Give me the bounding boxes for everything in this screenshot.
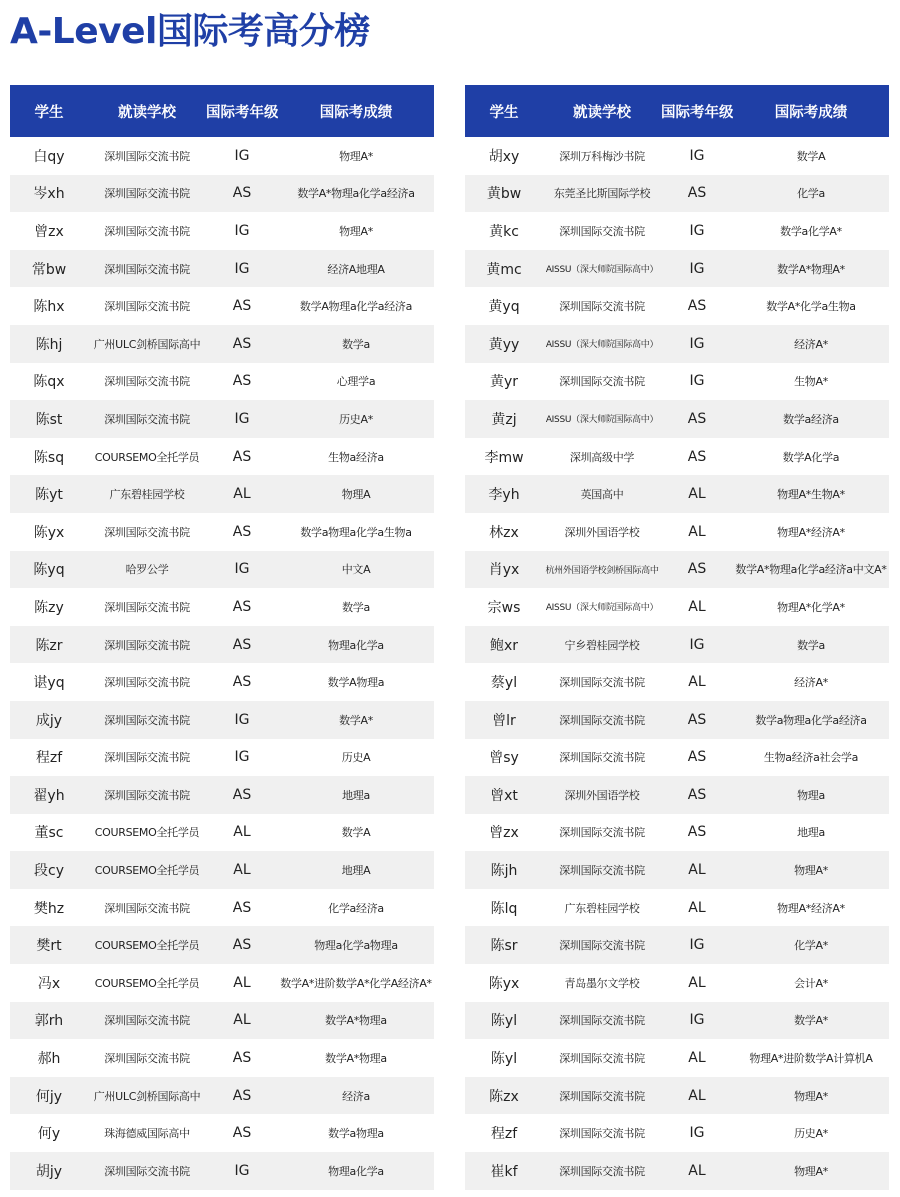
student-cell: 陈sr (490, 938, 518, 955)
grade-cell: AS (232, 937, 252, 954)
score-cell: 数学A* (339, 713, 373, 727)
school-cell: 深圳国际交流书院 (104, 901, 190, 915)
header-score: 国际考成绩 (319, 104, 393, 121)
table-row (10, 701, 434, 739)
page-title: A-Level国际考高分榜 (10, 11, 370, 52)
table-row (10, 663, 434, 701)
table-row (10, 287, 434, 325)
grade-cell: AS (232, 1050, 252, 1067)
table-row (10, 1039, 434, 1077)
table-row (10, 851, 434, 889)
score-cell: 历史A* (339, 412, 373, 426)
table-row (465, 1077, 889, 1115)
score-cell: 地理a (797, 826, 825, 840)
school-cell: 广东碧桂园学校 (109, 488, 185, 502)
school-cell: COURSEMO全托学员 (94, 976, 200, 990)
school-cell: 深圳高级中学 (569, 450, 635, 464)
table-row (10, 551, 434, 589)
student-cell: 蔡yl (490, 675, 518, 692)
student-cell: 常bw (31, 261, 67, 278)
score-cell: 经济A* (794, 337, 828, 351)
student-cell: 陈st (35, 411, 63, 428)
school-cell: 深圳国际交流书院 (559, 864, 645, 878)
student-cell: 成jy (35, 712, 63, 729)
table-row (10, 1114, 434, 1152)
table-row (465, 889, 889, 927)
score-cell: 数学A (796, 149, 826, 163)
table-row (465, 513, 889, 551)
grade-cell: AL (233, 862, 251, 879)
school-cell: 深圳国际交流书院 (559, 300, 645, 314)
table-row (10, 212, 434, 250)
score-cell: 数学A*物理a化学a经济a (297, 187, 415, 201)
table-row (10, 626, 434, 664)
school-cell: COURSEMO全托学员 (94, 864, 200, 878)
table-row (465, 851, 889, 889)
student-cell: 曾lr (492, 712, 516, 729)
school-cell: 深圳国际交流书院 (559, 1014, 645, 1028)
grade-cell: AS (687, 824, 707, 841)
table-row (10, 964, 434, 1002)
score-cell: 数学A (341, 826, 371, 840)
score-cell: 数学A*物理A* (777, 262, 845, 276)
score-cell: 数学A*化学a生物a (766, 300, 856, 314)
score-cell: 生物A* (794, 375, 828, 389)
student-cell: 陈zx (489, 1088, 519, 1105)
score-cell: 数学a经济a (783, 412, 839, 426)
student-cell: 白qy (33, 148, 65, 165)
table-row (465, 1114, 889, 1152)
table-row (465, 400, 889, 438)
grade-cell: AS (232, 523, 252, 540)
grade-cell: AS (687, 786, 707, 803)
score-cell: 经济A地理A (327, 262, 385, 276)
table-row (465, 325, 889, 363)
student-cell: 陈yx (33, 524, 65, 541)
table-row (10, 814, 434, 852)
student-cell: 董sc (34, 825, 64, 842)
student-cell: 曾zx (34, 223, 64, 240)
score-cell: 物理A*化学A* (777, 600, 845, 614)
grade-cell: AL (688, 1087, 706, 1104)
grade-cell: AL (233, 486, 251, 503)
school-cell: 深圳国际交流书院 (559, 224, 645, 238)
grade-cell: IG (234, 711, 250, 728)
score-cell: 数学a物理a (328, 1127, 384, 1141)
student-cell: 胡xy (488, 148, 520, 165)
table-row (10, 739, 434, 777)
school-cell: AISSU（深大师院国际高中） (545, 265, 659, 276)
student-cell: 陈jh (490, 863, 518, 880)
student-cell: 陈yq (33, 562, 65, 579)
table-body-left (10, 137, 434, 1190)
table-row (10, 776, 434, 814)
school-cell: 深圳国际交流书院 (559, 375, 645, 389)
score-cell: 数学a (342, 337, 370, 351)
school-cell: AISSU（深大师院国际高中） (545, 415, 659, 426)
score-cell: 物理A*经济A* (777, 525, 845, 539)
school-cell: 深圳国际交流书院 (104, 676, 190, 690)
grade-cell: AL (688, 1162, 706, 1179)
score-cell: 经济a (342, 1089, 370, 1103)
score-cell: 物理a化学a (328, 1164, 384, 1178)
table-row (465, 137, 889, 175)
student-cell: 林zx (489, 524, 519, 541)
grade-cell: AS (687, 185, 707, 202)
school-cell: 深圳国际交流书院 (104, 713, 190, 727)
grade-cell: AS (687, 298, 707, 315)
student-cell: 岑xh (33, 186, 65, 203)
school-cell: 深圳国际交流书院 (104, 525, 190, 539)
student-cell: 陈sq (33, 449, 65, 466)
grade-cell: AL (688, 598, 706, 615)
school-cell: 深圳国际交流书院 (104, 1052, 190, 1066)
table-row (10, 889, 434, 927)
grade-cell: AL (688, 899, 706, 916)
student-cell: 曾sy (489, 750, 519, 767)
grade-cell: IG (234, 222, 250, 239)
table-row (465, 250, 889, 288)
score-table-left (10, 85, 434, 1190)
grade-cell: AS (232, 598, 252, 615)
grade-cell: IG (234, 147, 250, 164)
table-row (465, 588, 889, 626)
table-row (465, 551, 889, 589)
table-row (465, 776, 889, 814)
student-cell: 何jy (35, 1088, 63, 1105)
school-cell: 深圳国际交流书院 (104, 1014, 190, 1028)
student-cell: 肖yx (488, 562, 520, 579)
score-table-right (465, 85, 889, 1190)
table-row (465, 739, 889, 777)
table-row (465, 926, 889, 964)
student-cell: 黄bw (486, 186, 522, 203)
table-row (10, 1002, 434, 1040)
table-row (10, 513, 434, 551)
score-cell: 中文A (341, 563, 371, 577)
student-cell: 陈hx (33, 299, 65, 316)
school-cell: 深圳国际交流书院 (559, 1127, 645, 1141)
table-row (465, 1152, 889, 1190)
grade-cell: AS (687, 410, 707, 427)
table-row (465, 626, 889, 664)
table-row (10, 475, 434, 513)
grade-cell: AL (688, 486, 706, 503)
school-cell: 深圳外国语学校 (564, 788, 640, 802)
score-cell: 物理A* (339, 224, 373, 238)
score-cell: 经济A* (794, 676, 828, 690)
grade-cell: AL (233, 974, 251, 991)
grade-cell: AS (687, 749, 707, 766)
student-cell: 程zf (35, 750, 63, 767)
grade-cell: AS (687, 561, 707, 578)
grade-cell: IG (689, 1012, 705, 1029)
school-cell: 深圳国际交流书院 (559, 826, 645, 840)
student-cell: 陈qx (33, 374, 65, 391)
grade-cell: IG (234, 410, 250, 427)
table-row (465, 814, 889, 852)
score-cell: 化学A* (794, 939, 828, 953)
table-row (10, 438, 434, 476)
table-header (465, 85, 889, 137)
school-cell: COURSEMO全托学员 (94, 450, 200, 464)
student-cell: 何y (37, 1126, 61, 1143)
score-cell: 物理A*生物A* (777, 488, 845, 502)
score-cell: 数学A*进阶数学A*化学A经济A* (280, 976, 432, 990)
table-row (465, 363, 889, 401)
table-body-right (465, 137, 889, 1190)
school-cell: 广州ULC剑桥国际高中 (93, 1089, 201, 1103)
score-cell: 物理a (797, 788, 825, 802)
grade-cell: AL (688, 523, 706, 540)
grade-cell: AS (232, 298, 252, 315)
grade-cell: IG (234, 749, 250, 766)
score-cell: 物理A* (794, 1164, 828, 1178)
grade-cell: AS (232, 335, 252, 352)
grade-cell: IG (689, 147, 705, 164)
table-row (10, 175, 434, 213)
score-cell: 数学A*物理a (325, 1052, 387, 1066)
school-cell: 深圳国际交流书院 (559, 1164, 645, 1178)
school-cell: 宁乡碧桂园学校 (564, 638, 640, 652)
school-cell: 青岛墨尔文学校 (564, 976, 640, 990)
school-cell: 深圳国际交流书院 (559, 1089, 645, 1103)
grade-cell: AL (688, 974, 706, 991)
table-header (10, 85, 434, 137)
table-row (10, 1152, 434, 1190)
student-cell: 李mw (484, 449, 524, 466)
school-cell: 深圳国际交流书院 (104, 638, 190, 652)
table-row (465, 287, 889, 325)
school-cell: 英国高中 (580, 488, 624, 502)
student-cell: 曾zx (489, 825, 519, 842)
grade-cell: AS (687, 711, 707, 728)
table-row (465, 475, 889, 513)
student-cell: 郭rh (34, 1013, 64, 1030)
score-cell: 数学a物理a化学a生物a (300, 525, 412, 539)
grade-cell: AL (688, 862, 706, 879)
grade-cell: AS (232, 373, 252, 390)
student-cell: 黄kc (489, 223, 519, 240)
score-cell: 物理A* (794, 864, 828, 878)
student-cell: 崔kf (490, 1163, 518, 1180)
student-cell: 陈yl (490, 1013, 518, 1030)
school-cell: 深圳国际交流书院 (104, 149, 190, 163)
grade-cell: IG (689, 636, 705, 653)
student-cell: 程zf (490, 1126, 518, 1143)
school-cell: 东莞圣比斯国际学校 (553, 187, 651, 201)
table-row (465, 1039, 889, 1077)
student-cell: 黄yq (488, 299, 520, 316)
score-cell: 数学A*物理a化学a经济a中文A* (735, 563, 887, 577)
student-cell: 陈yx (488, 975, 520, 992)
header-score: 国际考成绩 (774, 104, 848, 121)
grade-cell: AL (233, 824, 251, 841)
score-cell: 会计A* (794, 976, 828, 990)
student-cell: 曾xt (490, 787, 518, 804)
student-cell: 冯x (37, 975, 61, 992)
student-cell: 陈yl (490, 1051, 518, 1068)
school-cell: 杭州外国语学校剑桥国际高中 (545, 565, 659, 576)
student-cell: 谌yq (33, 675, 65, 692)
student-cell: 胡jy (35, 1163, 63, 1180)
student-cell: 黄yy (488, 336, 520, 353)
student-cell: 陈yt (35, 487, 63, 504)
score-cell: 物理A* (794, 1089, 828, 1103)
table-row (465, 1002, 889, 1040)
score-cell: 历史A (341, 751, 371, 765)
student-cell: 翟yh (33, 787, 65, 804)
score-cell: 历史A* (794, 1127, 828, 1141)
table-row (10, 1077, 434, 1115)
table-row (10, 926, 434, 964)
grade-cell: AS (232, 674, 252, 691)
school-cell: COURSEMO全托学员 (94, 939, 200, 953)
student-cell: 陈zr (35, 637, 63, 654)
grade-cell: IG (689, 937, 705, 954)
score-cell: 心理学a (336, 375, 376, 389)
header-school: 就读学校 (118, 104, 176, 121)
score-cell: 数学A物理a (327, 676, 385, 690)
table-row (10, 588, 434, 626)
school-cell: 深圳国际交流书院 (104, 751, 190, 765)
score-cell: 数学A化学a (782, 450, 840, 464)
school-cell: 深圳国际交流书院 (559, 713, 645, 727)
score-cell: 数学a物理a化学a经济a (755, 713, 867, 727)
score-cell: 数学A物理a化学a经济a (299, 300, 413, 314)
school-cell: 深圳国际交流书院 (559, 751, 645, 765)
student-cell: 陈zy (34, 599, 64, 616)
school-cell: 珠海德威国际高中 (104, 1127, 190, 1141)
grade-cell: AL (688, 674, 706, 691)
grade-cell: AS (687, 448, 707, 465)
score-cell: 物理A* (339, 149, 373, 163)
school-cell: 深圳国际交流书院 (104, 788, 190, 802)
student-cell: 黄zj (491, 411, 517, 428)
grade-cell: IG (689, 335, 705, 352)
grade-cell: IG (689, 1125, 705, 1142)
student-cell: 宗ws (487, 599, 521, 616)
school-cell: 深圳国际交流书院 (104, 600, 190, 614)
table-row (10, 400, 434, 438)
grade-cell: IG (689, 260, 705, 277)
school-cell: 广东碧桂园学校 (564, 901, 640, 915)
table-row (10, 137, 434, 175)
school-cell: 深圳国际交流书院 (104, 1164, 190, 1178)
table-row (10, 363, 434, 401)
school-cell: 深圳国际交流书院 (559, 939, 645, 953)
table-row (465, 701, 889, 739)
table-row (465, 212, 889, 250)
table-row (465, 964, 889, 1002)
student-cell: 黄yr (489, 374, 519, 391)
school-cell: 深圳外国语学校 (564, 525, 640, 539)
grade-cell: AS (232, 1087, 252, 1104)
header-grade: 国际考年级 (206, 104, 278, 121)
grade-cell: AL (233, 1012, 251, 1029)
grade-cell: AL (688, 1050, 706, 1067)
score-cell: 地理A (341, 864, 371, 878)
grade-cell: AS (232, 185, 252, 202)
table-row (465, 175, 889, 213)
table-row (465, 663, 889, 701)
score-cell: 物理a化学a (328, 638, 384, 652)
score-cell: 化学a (797, 187, 825, 201)
grade-cell: AS (232, 1125, 252, 1142)
table-row (10, 250, 434, 288)
header-student: 学生 (489, 104, 519, 121)
school-cell: 深圳国际交流书院 (559, 676, 645, 690)
grade-cell: IG (689, 373, 705, 390)
score-cell: 物理A*经济A* (777, 901, 845, 915)
header-student: 学生 (34, 104, 64, 121)
school-cell: 深圳国际交流书院 (104, 187, 190, 201)
grade-cell: AS (232, 899, 252, 916)
school-cell: 深圳国际交流书院 (559, 1052, 645, 1066)
student-cell: 郝h (37, 1051, 61, 1068)
school-cell: COURSEMO全托学员 (94, 826, 200, 840)
grade-cell: IG (234, 260, 250, 277)
student-cell: 樊rt (36, 938, 62, 955)
score-cell: 数学a (342, 600, 370, 614)
score-cell: 数学A*物理a (325, 1014, 387, 1028)
student-cell: 段cy (34, 863, 64, 880)
grade-cell: IG (689, 222, 705, 239)
student-cell: 陈lq (490, 900, 518, 917)
score-cell: 物理A*进阶数学A计算机A (749, 1052, 873, 1066)
score-cell: 化学a经济a (328, 901, 384, 915)
score-cell: 数学a化学A* (780, 224, 842, 238)
student-cell: 鲍xr (489, 637, 519, 654)
score-cell: 物理A (341, 488, 371, 502)
school-cell: 哈罗公学 (125, 563, 169, 577)
score-cell: 数学A* (794, 1014, 828, 1028)
student-cell: 樊hz (33, 900, 65, 917)
table-row (465, 438, 889, 476)
school-cell: 深圳国际交流书院 (104, 375, 190, 389)
school-cell: 深圳万科梅沙书院 (559, 149, 645, 163)
school-cell: 广州ULC剑桥国际高中 (93, 337, 201, 351)
school-cell: AISSU（深大师院国际高中） (545, 340, 659, 351)
score-cell: 生物a经济a (328, 450, 384, 464)
school-cell: 深圳国际交流书院 (104, 224, 190, 238)
header-grade: 国际考年级 (661, 104, 733, 121)
grade-cell: AS (232, 448, 252, 465)
score-cell: 生物a经济a社会学a (763, 751, 859, 765)
school-cell: 深圳国际交流书院 (104, 412, 190, 426)
score-cell: 数学a (797, 638, 825, 652)
school-cell: AISSU（深大师院国际高中） (545, 603, 659, 614)
header-school: 就读学校 (573, 104, 631, 121)
student-cell: 黄mc (486, 261, 522, 278)
school-cell: 深圳国际交流书院 (104, 300, 190, 314)
grade-cell: IG (234, 561, 250, 578)
grade-cell: AS (232, 786, 252, 803)
score-cell: 物理a化学a物理a (314, 939, 398, 953)
grade-cell: IG (234, 1162, 250, 1179)
table-row (10, 325, 434, 363)
score-cell: 地理a (342, 788, 370, 802)
student-cell: 李yh (488, 487, 520, 504)
school-cell: 深圳国际交流书院 (104, 262, 190, 276)
student-cell: 陈hj (35, 336, 63, 353)
grade-cell: AS (232, 636, 252, 653)
